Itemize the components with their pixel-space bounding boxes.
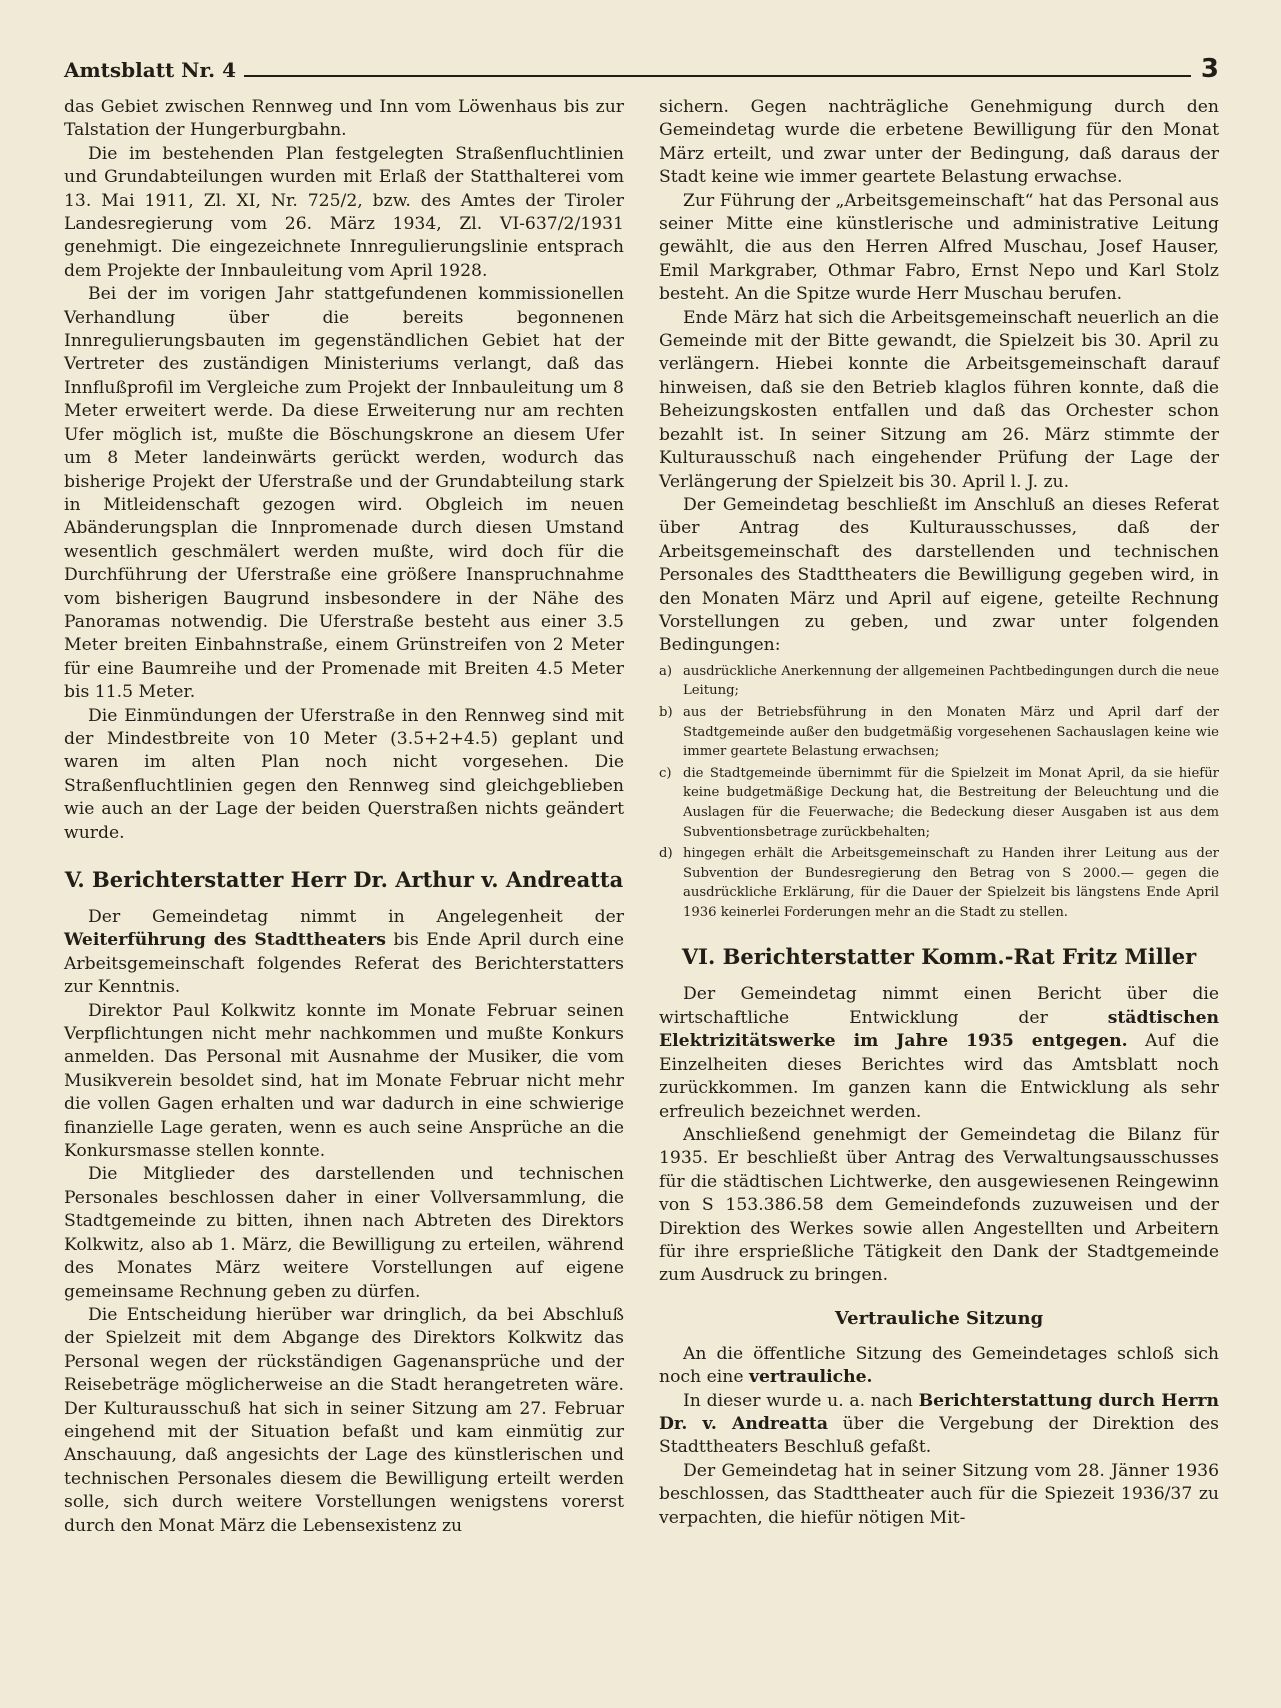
condition-item: b) aus der Betriebsführung in den Monaten März und April darf der Stadtgemeinde außer den budgetmäßig vorgesehenen Sachauslagen keine wie immer geartete Belastung erwachsen;: [659, 704, 1219, 760]
paragraph: sichern. Gegen nachträgliche Genehmigung durch den Gemeindetag wurde die erbetene Bewilligung für den Monat März erteilt, und zwar unter der Bedingung, daß daraus der Stadt keine wie immer geartete Belastung erwachse.: [659, 97, 1219, 188]
paragraph: Anschließend genehmigt der Gemeindetag die Bilanz für 1935. Er beschließt über Antrag des Verwaltungsausschusses für die städtischen Lichtwerke, den ausgewiesenen Reingewinn von S 153.386.58 dem Gemeindefonds zuzuweisen und der Direktion des Werkes sowie allen Angestellten und Arbeitern für ihre ersprießliche Tätigkeit den Dank der Stadtgemeinde zum Ausdruck zu bringen.: [659, 1124, 1219, 1286]
publication-title: Amtsblatt Nr. 4: [64, 58, 236, 82]
paragraph: In dieser wurde u. a. nach Berichterstattung durch Herrn Dr. v. Andreatta über die Vergebung der Direktion des Stadttheaters Beschluß gefaßt.: [659, 1390, 1219, 1458]
section-heading-vi: VI. Berichterstatter Komm.-Rat Fritz Miller: [681, 944, 1197, 970]
columns: [64, 96, 1219, 1538]
paragraph: Die Einmündungen der Uferstraße in den Rennweg sind mit der Mindestbreite von 10 Meter (3.5+2+4.5) geplant und waren im alten Plan noch nicht vorgesehen. Die Straßenfluchtlinien gegen den Rennweg sind gleichgeblieben wie auch an der Lage der beiden Querstraßen nichts geändert wurde.: [64, 705, 624, 843]
left-column: [64, 96, 624, 1538]
condition-item: c) die Stadtgemeinde übernimmt für die Spielzeit im Monat April, da sie hiefür keine budgetmäßige Deckung hat, die Bestreitung der Beleuchtung und die Auslagen für die Feuerwache; die Bedeckung dieser Ausgaben ist aus dem Subventionsbetrage zurückbehalten;: [659, 765, 1219, 840]
page-number: 3: [1200, 54, 1219, 84]
paragraph: Die Mitglieder des darstellenden und technischen Personales beschlossen daher in einer Vollversammlung, die Stadtgemeinde zu bitten, ihnen nach Abtreten des Direktors Kolkwitz, also ab 1. März, die Bewilligung zu erteilen, während des Monates März weitere Vorstellungen auf eigene gemeinsame Rechnung geben zu dürfen.: [64, 1164, 624, 1302]
condition-item: a) ausdrückliche Anerkennung der allgemeinen Pachtbedingungen durch die neue Leitung;: [659, 663, 1219, 699]
conditions-list: [659, 662, 1219, 923]
paragraph: Der Gemeindetag nimmt einen Bericht über die wirtschaftliche Entwicklung der städtischen Elektrizitätswerke im Jahre 1935 entgegen. Auf die Einzelheiten dieses Berichtes wird das Amtsblatt noch zurückkommen. Im ganzen kann die Entwicklung als sehr erfreulich bezeichnet werden.: [659, 984, 1219, 1122]
section-heading-v: V. Berichterstatter Herr Dr. Arthur v. Andreatta: [64, 867, 624, 892]
paragraph: Die im bestehenden Plan festgelegten Straßenfluchtlinien und Grundabteilungen wurden mit Erlaß der Statthalterei vom 13. Mai 1911, Zl. XI, Nr. 725/2, bzw. des Amtes der Tiroler Landesregierung vom 26. März 1934, Zl. VI-637/2/1931 genehmigt. Die eingezeichnete Innregulierungslinie entsprach dem Projekte der Innbauleitung vom April 1928.: [64, 143, 624, 281]
paragraph: Ende März hat sich die Arbeitsgemeinschaft neuerlich an die Gemeinde mit der Bitte gewandt, die Spielzeit bis 30. April zu verlängern. Hiebei konnte die Arbeitsgemeinschaft darauf hinweisen, daß sie den Betrieb klaglos führen konnte, daß die Beheizungskosten entfallen und daß das Orchester schon bezahlt ist. In seiner Sitzung am 26. März stimmte der Kulturausschuß nach eingehender Prüfung der Lage der Verlängerung der Spielzeit bis 30. April l. J. zu.: [659, 307, 1219, 492]
paragraph: Bei der im vorigen Jahr stattgefundenen kommissionellen Verhandlung über die bereits begonnenen Innregulierungsbauten im gegenständlichen Gebiet hat der Vertreter des zuständigen Ministeriums verlangt, daß das Innflußprofil im Vergleiche zum Projekt der Innbauleitung um 8 Meter erweitert werde. Da diese Erweiterung nur am rechten Ufer möglich ist, mußte die Böschungskrone an diesem Ufer um 8 Meter landeinwärts gerückt werden, wodurch das bisherige Projekt der Uferstraße und der Grundabteilung stark in Mitleidenschaft gezogen wird. Obgleich im neuen Abänderungsplan die Innpromenade durch diesen Umstand wesentlich geschmälert werden mußte, wird doch für die Durchführung der Uferstraße eine größere Inanspruchnahme vom bisherigen Baugrund insbesondere in der Nähe des Panoramas notwendig. Die Uferstraße besteht aus einer 3.5 Meter breiten Einbahnstraße, einem Grünstreifen von 2 Meter für eine Baumreihe und der Promenade mit Breiten 4.5 Meter bis 11.5 Meter.: [64, 284, 624, 703]
header-rule: [244, 75, 1191, 77]
confidential-session-heading: Vertrauliche Sitzung: [834, 1307, 1044, 1329]
paragraph: An die öffentliche Sitzung des Gemeindetages schloß sich noch eine vertrauliche.: [659, 1343, 1219, 1388]
paragraph: Der Gemeindetag beschließt im Anschluß an dieses Referat über Antrag des Kulturausschusses, daß der Arbeitsgemeinschaft des darstellenden und technischen Personales des Stadttheaters die Bewilligung gegeben wird, in den Monaten März und April auf eigene, geteilte Rechnung Vorstellungen zu geben, und zwar unter folgenden Bedingungen:: [659, 494, 1219, 656]
paragraph: Zur Führung der „Arbeitsgemeinschaft“ hat das Personal aus seiner Mitte eine künstlerische und administrative Leitung gewählt, die aus den Herren Alfred Muschau, Josef Hauser, Emil Markgraber, Othmar Fabro, Ernst Nepo und Karl Stolz besteht. An die Spitze wurde Herr Muschau berufen.: [659, 190, 1219, 305]
right-column: [659, 96, 1219, 1538]
page-header: [64, 56, 1219, 82]
condition-item: d) hingegen erhält die Arbeitsgemeinschaft zu Handen ihrer Leitung aus der Subvention der Bundesregierung den Betrag von S 2000.— gegen die ausdrückliche Erklärung, für die Dauer der Spielzeit bis längstens Ende April 1936 keinerlei Forderungen mehr an die Stadt zu stellen.: [659, 846, 1219, 920]
paragraph: Direktor Paul Kolkwitz konnte im Monate Februar seinen Verpflichtungen nicht mehr nachkommen und mußte Konkurs anmelden. Das Personal mit Ausnahme der Musiker, die vom Musikverein besoldet sind, hat im Monate Februar nicht mehr die vollen Gagen erhalten und war dadurch in eine schwierige finanzielle Lage geraten, wenn es auch seine Ansprüche an die Konkursmasse stellen konnte.: [64, 1000, 624, 1162]
paragraph: Der Gemeindetag hat in seiner Sitzung vom 28. Jänner 1936 beschlossen, das Stadttheater auch für die Spiezeit 1936/37 zu verpachten, die hiefür nötigen Mit-: [659, 1460, 1219, 1528]
paragraph: das Gebiet zwischen Rennweg und Inn vom Löwenhaus bis zur Talstation der Hungerburgbahn.: [64, 97, 624, 141]
paragraph: Der Gemeindetag nimmt in Angelegenheit der Weiterführung des Stadttheaters bis Ende April durch eine Arbeitsgemeinschaft folgendes Referat des Berichterstatters zur Kenntnis.: [64, 907, 624, 998]
paragraph: Die Entscheidung hierüber war dringlich, da bei Abschluß der Spielzeit mit dem Abgange des Direktors Kolkwitz das Personal wegen der rückständigen Gagenansprüche und der Reisebeträge möglicherweise an die Stadt herangetreten wäre. Der Kulturausschuß hat sich in seiner Sitzung am 27. Februar eingehend mit der Situation befaßt und kam einmütig zur Anschauung, daß angesichts der Lage des künstlerischen und technischen Personales diesem die Bewilligung erteilt werden solle, sich durch weitere Vorstellungen wenigstens vorerst durch den Monat März die Lebensexistenz zu: [64, 1304, 624, 1536]
